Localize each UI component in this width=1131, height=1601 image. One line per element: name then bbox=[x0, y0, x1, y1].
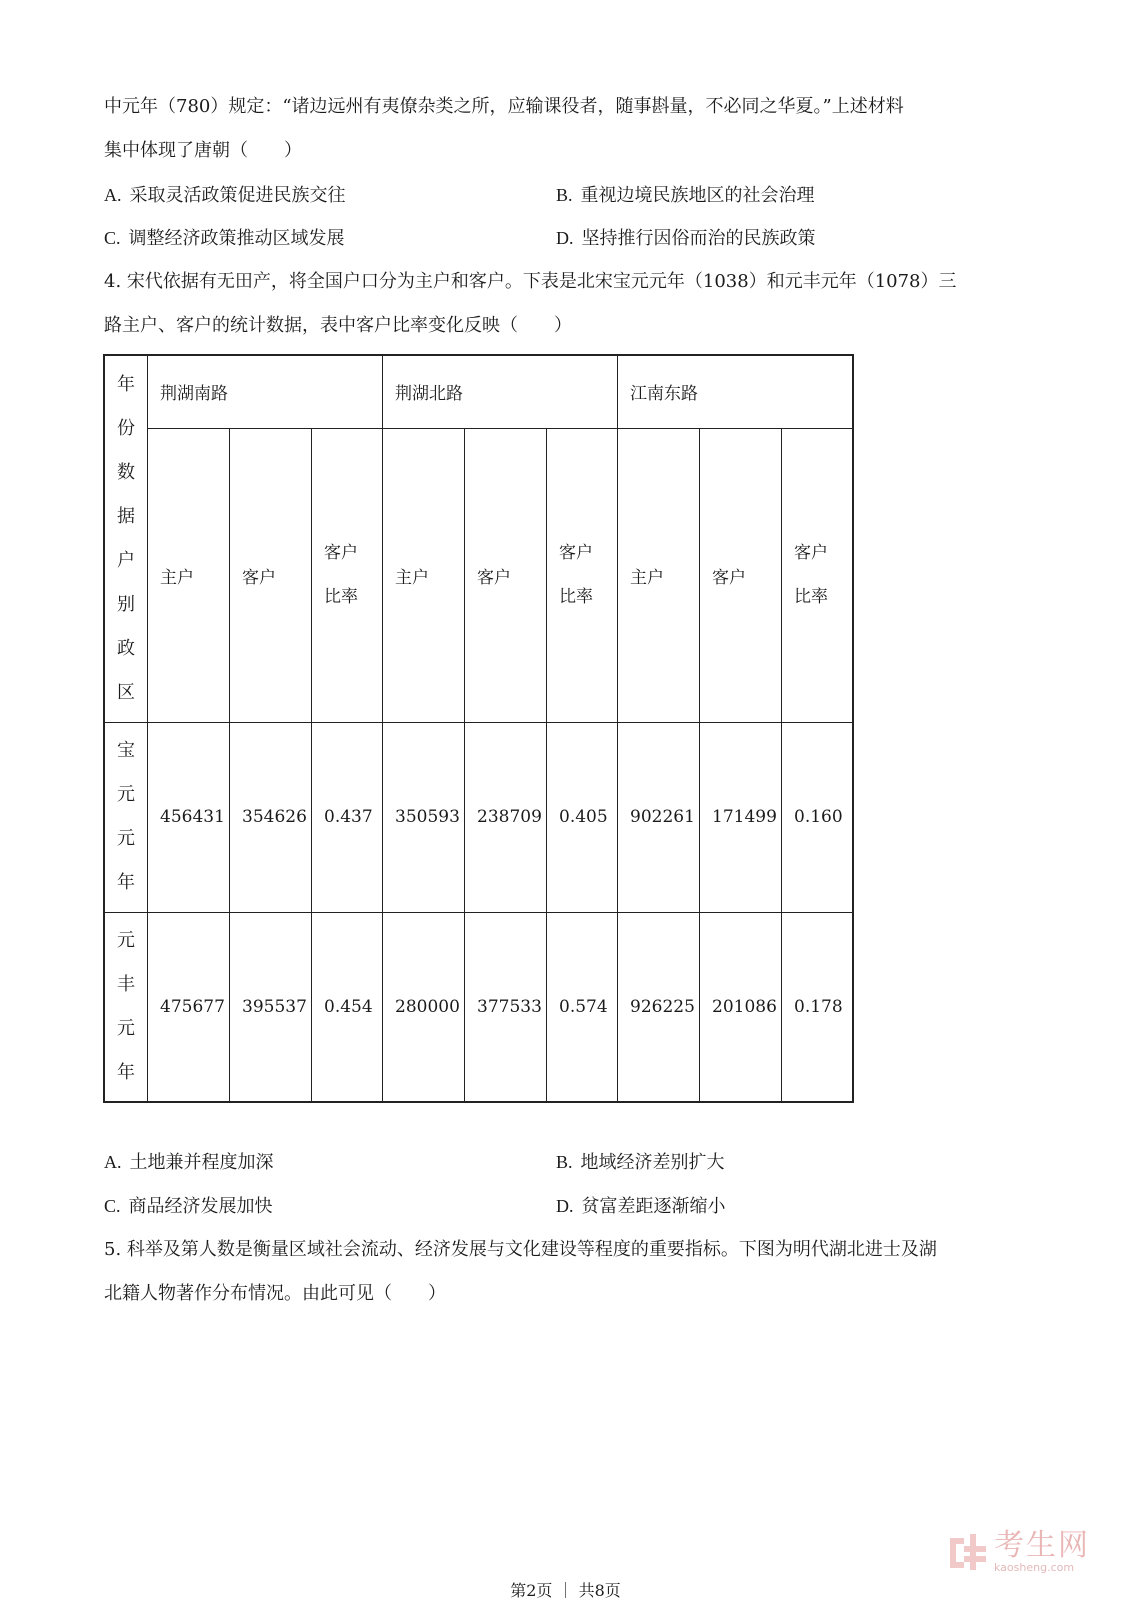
watermark-en-text: kaosheng.com bbox=[994, 1561, 1075, 1574]
year-cell-yuanfeng: 元 丰 元 年 bbox=[104, 912, 148, 1102]
table-cell: 171499 bbox=[700, 722, 782, 912]
col-header-guest: 客户 bbox=[465, 428, 547, 722]
page-footer: 第2页 ｜ 共8页 bbox=[510, 1581, 621, 1600]
table-row bbox=[104, 912, 853, 1102]
q5-text-line1: 5. 科举及第人数是衡量区域社会流动、经济发展与文化建设等程度的重要指标。下图为明代湖北进士及湖 bbox=[104, 1239, 937, 1260]
col-header-host: 主户 bbox=[618, 428, 700, 722]
q4-option-b[interactable]: B. 地域经济差别扩大 bbox=[556, 1152, 725, 1173]
col-header-guest: 客户 bbox=[700, 428, 782, 722]
region-header-jinghu-north: 荆湖北路 bbox=[383, 355, 618, 428]
table-cell: 350593 bbox=[383, 722, 465, 912]
watermark-logo bbox=[950, 1528, 1120, 1576]
q4-option-c[interactable]: C. 商品经济发展加快 bbox=[104, 1196, 273, 1217]
kaosheng-logo-icon bbox=[950, 1534, 986, 1570]
table-cell: 201086 bbox=[700, 912, 782, 1102]
table-cell: 354626 bbox=[230, 722, 312, 912]
q3-option-b[interactable]: B. 重视边境民族地区的社会治理 bbox=[556, 185, 815, 206]
col-header-host: 主户 bbox=[148, 428, 230, 722]
watermark-cn-text: 考生网 bbox=[994, 1528, 1090, 1563]
table-cell: 0.160 bbox=[782, 722, 854, 912]
col-header-ratio: 客户 比率 bbox=[312, 428, 383, 722]
q3-text-line1: 中元年（780）规定：“诸边远州有夷僚杂类之所，应输课役者，随事斟量，不必同之华夏。”上述材料 bbox=[104, 96, 904, 117]
table-row bbox=[104, 722, 853, 912]
year-cell-baoyuan: 宝 元 元 年 bbox=[104, 722, 148, 912]
q3-option-d[interactable]: D. 坚持推行因俗而治的民族政策 bbox=[556, 228, 816, 249]
household-table bbox=[103, 354, 854, 1103]
table-corner-header: 年 份 数 据 户 别 政 区 bbox=[104, 355, 148, 722]
q3-option-c[interactable]: C. 调整经济政策推动区域发展 bbox=[104, 228, 345, 249]
table-cell: 280000 bbox=[383, 912, 465, 1102]
table-cell: 0.405 bbox=[547, 722, 618, 912]
q5-text-line2: 北籍人物著作分布情况。由此可见（ ） bbox=[104, 1283, 446, 1304]
table-cell: 902261 bbox=[618, 722, 700, 912]
table-cell: 0.454 bbox=[312, 912, 383, 1102]
q4-text-line2: 路主户、客户的统计数据，表中客户比率变化反映（ ） bbox=[104, 315, 572, 336]
col-header-ratio: 客户 比率 bbox=[782, 428, 854, 722]
q3-option-a[interactable]: A. 采取灵活政策促进民族交往 bbox=[104, 185, 346, 206]
region-header-jinghu-south: 荆湖南路 bbox=[148, 355, 383, 428]
q3-text-line2: 集中体现了唐朝（ ） bbox=[104, 140, 302, 161]
table-cell: 0.437 bbox=[312, 722, 383, 912]
table-cell: 0.574 bbox=[547, 912, 618, 1102]
table-cell: 395537 bbox=[230, 912, 312, 1102]
table-cell: 0.178 bbox=[782, 912, 854, 1102]
table-cell: 456431 bbox=[148, 722, 230, 912]
col-header-host: 主户 bbox=[383, 428, 465, 722]
q4-option-a[interactable]: A. 土地兼并程度加深 bbox=[104, 1152, 274, 1173]
col-header-ratio: 客户 比率 bbox=[547, 428, 618, 722]
table-cell: 926225 bbox=[618, 912, 700, 1102]
table-cell: 238709 bbox=[465, 722, 547, 912]
table-cell: 475677 bbox=[148, 912, 230, 1102]
table-cell: 377533 bbox=[465, 912, 547, 1102]
region-header-jiangnan-east: 江南东路 bbox=[618, 355, 854, 428]
q4-option-d[interactable]: D. 贫富差距逐渐缩小 bbox=[556, 1196, 726, 1217]
q4-text-line1: 4. 宋代依据有无田产，将全国户口分为主户和客户。下表是北宋宝元元年（1038）和元丰元年（1078）三 bbox=[104, 271, 957, 292]
col-header-guest: 客户 bbox=[230, 428, 312, 722]
